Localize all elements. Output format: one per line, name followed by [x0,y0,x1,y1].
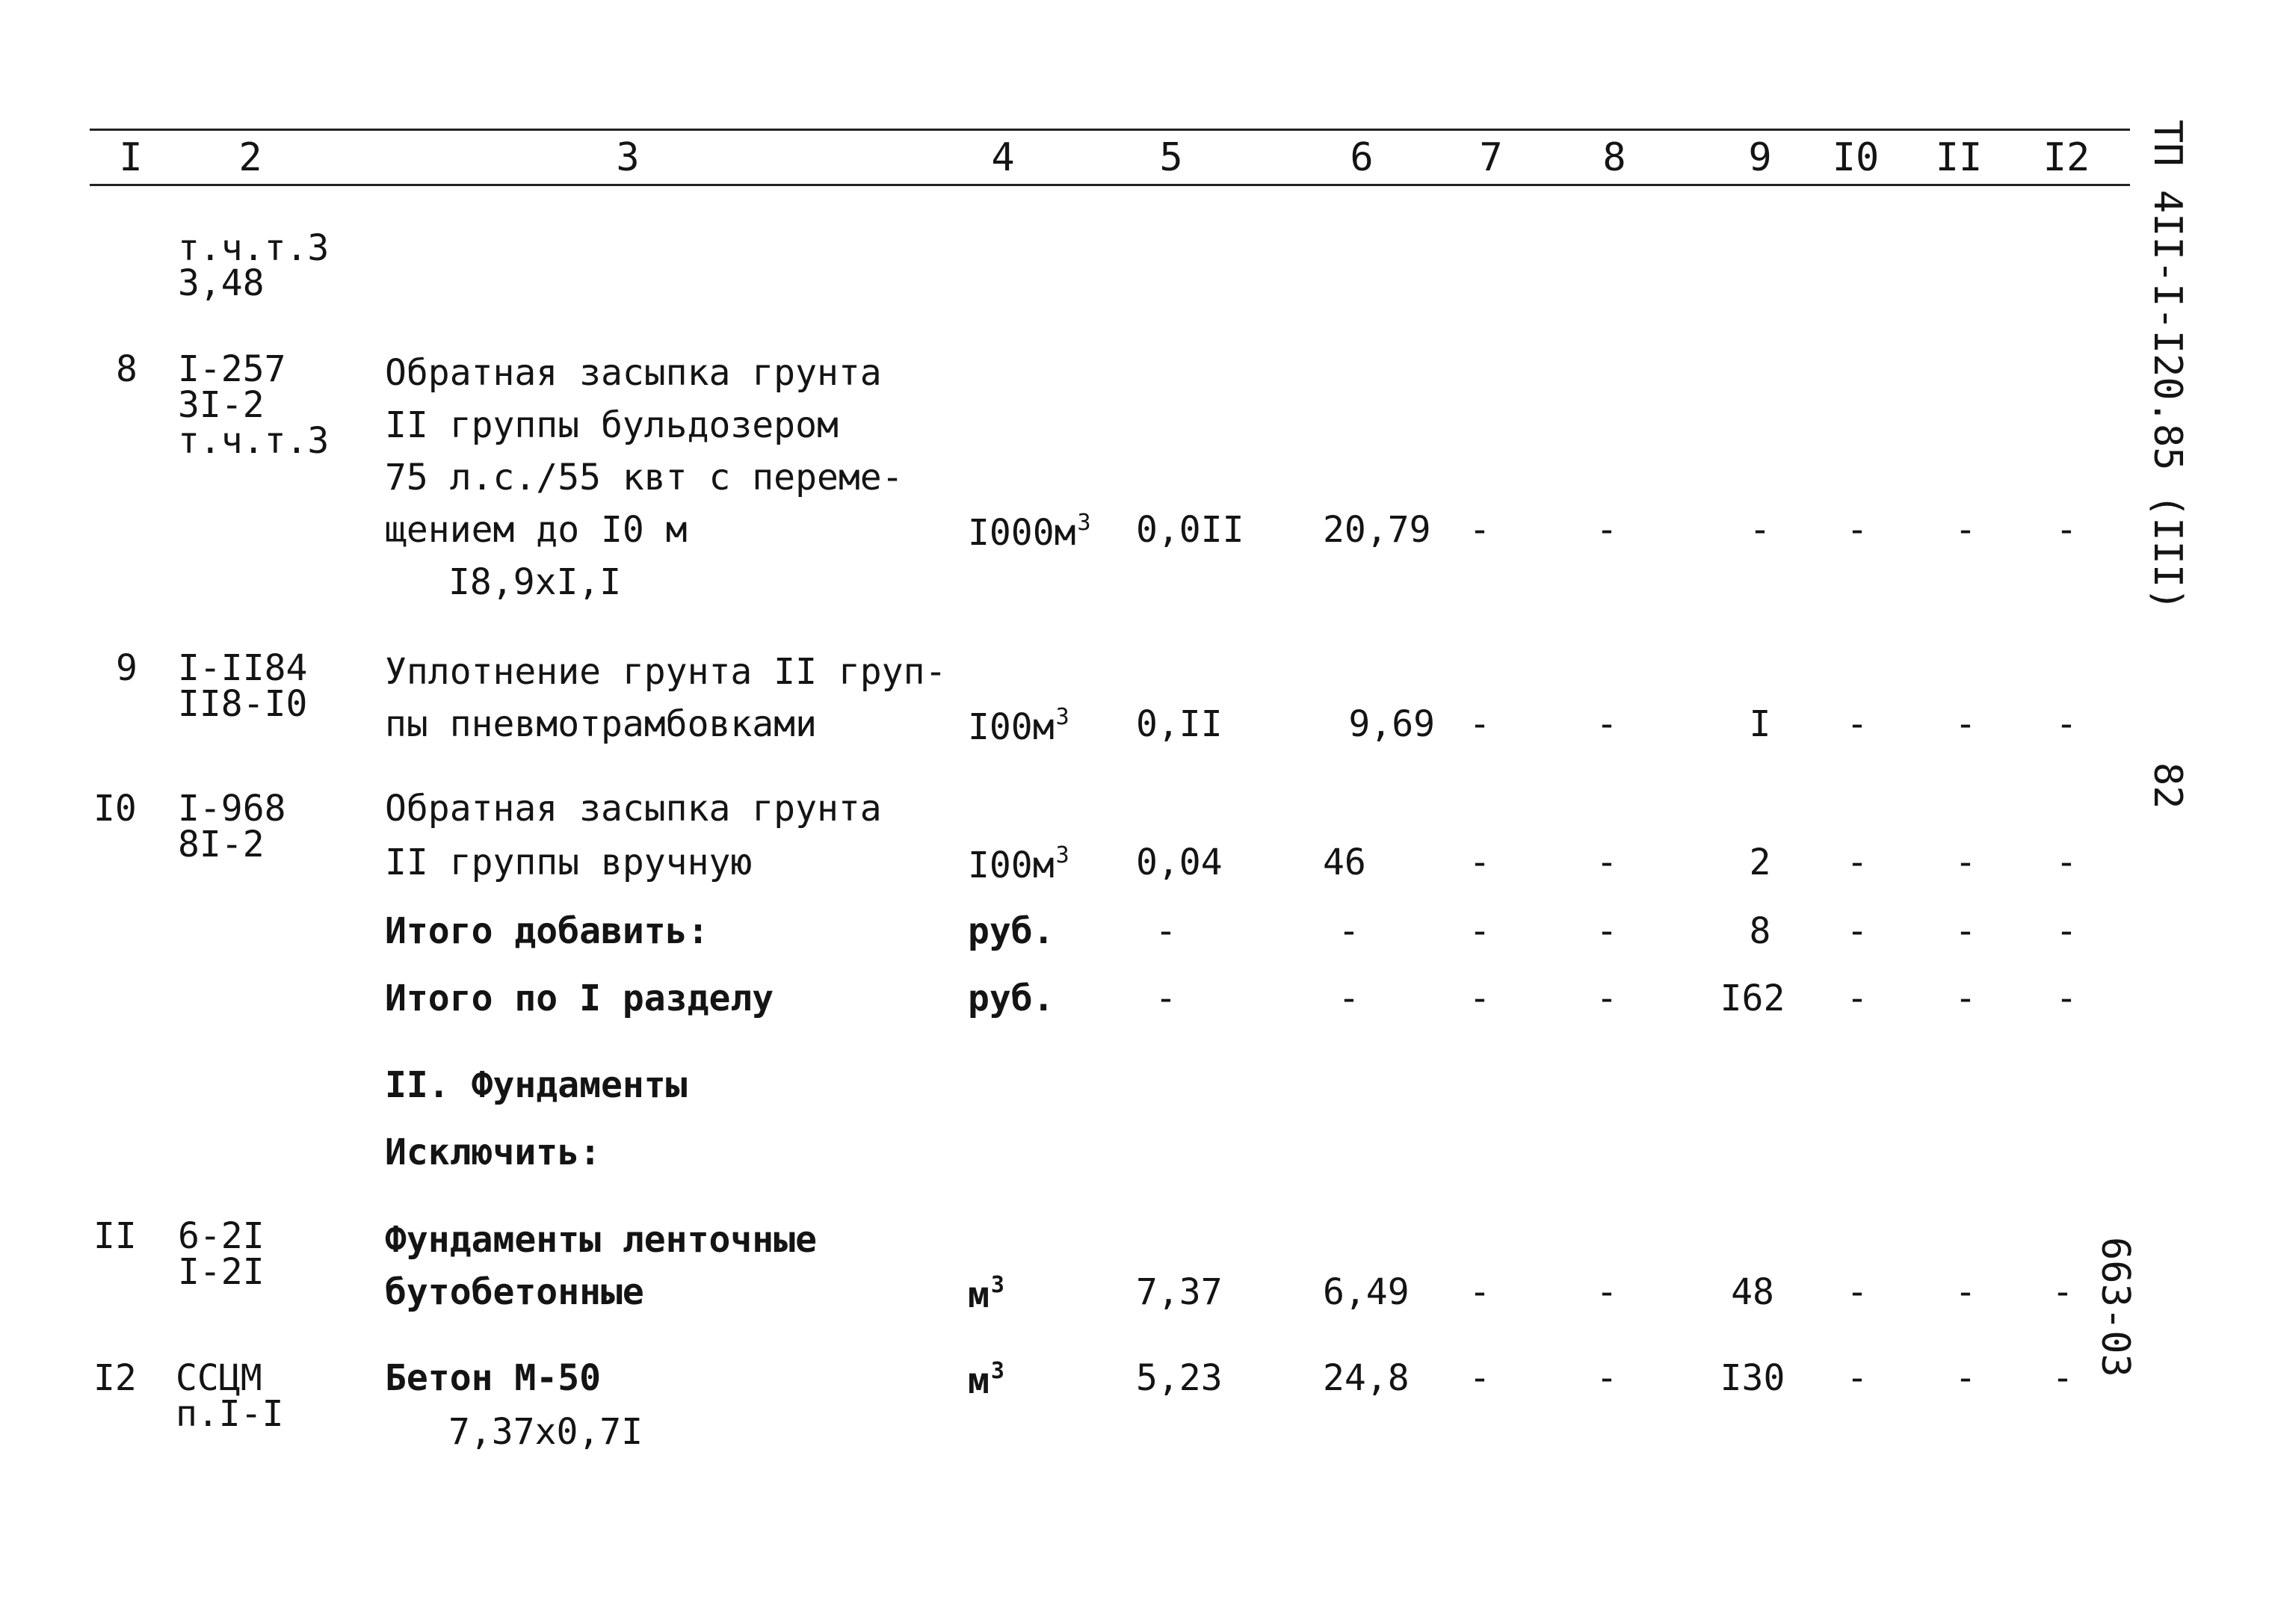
description-line: Бетон М-50 [385,1357,601,1399]
col12-value: - [2055,842,2078,883]
unit-exponent: 3 [990,1358,1004,1384]
col6-value: - [1338,910,1360,952]
basis-line: 8I-2 [178,824,265,865]
col8-value: - [1596,978,1618,1019]
unit [968,842,1069,886]
col9-value: 48 [1731,1271,1774,1313]
col7-value: - [1469,509,1491,551]
description-line: 75 л.с./55 квт с переме- [385,457,904,498]
margin-sheet-code: 663-03 [2093,1237,2137,1377]
col10-value: - [1846,703,1868,745]
description-line: Уплотнение грунта II груп- [385,651,947,693]
col5-value: - [1155,978,1177,1019]
col9-value: - [1749,509,1771,551]
col9-value: 8 [1749,910,1771,952]
header-col-5: 5 [1159,135,1183,180]
col5-value: 0,II [1136,703,1223,745]
description-line: Фундаменты ленточные [385,1219,817,1261]
col10-value: - [1846,978,1868,1019]
row-number: II [93,1215,137,1257]
total-unit: руб. [968,978,1055,1019]
col6-value: 24,8 [1323,1357,1410,1399]
formula: 7,37x0,7I [448,1411,643,1453]
header-bottom-rule [90,184,2130,186]
unit-exponent: 3 [1055,842,1069,868]
col9-value: 2 [1749,842,1771,883]
col8-value: - [1596,1357,1618,1399]
basis-line: I-II84 [178,647,308,689]
unit [968,1272,1004,1316]
header-col-10: I0 [1832,135,1880,180]
header-col-1: I [119,135,143,180]
col7-value: - [1469,978,1491,1019]
unit [968,1358,1004,1402]
col10-value: - [1846,509,1868,551]
col10-value: - [1846,910,1868,952]
col11-value: - [1954,1271,1977,1313]
col6-value: 9,69 [1348,703,1435,745]
col7-value: - [1469,842,1491,883]
basis-line: II8-I0 [178,683,308,725]
header-col-11: II [1935,135,1983,180]
col5-value: 5,23 [1136,1357,1223,1399]
continuation-line: 3,48 [178,262,265,304]
col6-value: 46 [1323,842,1366,883]
col8-value: - [1596,703,1618,745]
basis-line: п.I-I [176,1393,284,1435]
col8-value: - [1596,842,1618,883]
unit-text: I00м [968,706,1055,748]
col7-value: - [1469,1271,1491,1313]
col12-value: - [2052,1271,2074,1313]
col10-value: - [1846,842,1868,883]
col6-value: 6,49 [1323,1271,1410,1313]
row-number: 8 [116,348,138,390]
total-unit: руб. [968,910,1055,952]
margin-doc-code: ТП 4II-I-I20.85 (III) [2145,120,2190,611]
description-line: Обратная засыпка грунта [385,788,882,830]
section-title: II. Фундаменты [385,1064,688,1106]
description-line: щением до I0 м [385,509,688,551]
col5-value: - [1155,910,1177,952]
unit-exponent: 3 [1055,704,1069,730]
header-col-9: 9 [1748,135,1772,180]
col7-value: - [1469,703,1491,745]
header-col-4: 4 [991,135,1015,180]
col12-value: - [2055,910,2078,952]
description-line: II группы вручную [385,842,753,883]
basis-line: I-2I [178,1251,265,1293]
col6-value: - [1338,978,1360,1019]
total-label: Итого добавить: [385,910,709,952]
col8-value: - [1596,1271,1618,1313]
unit-text: м [968,1274,990,1316]
col12-value: - [2055,703,2078,745]
col5-value: 7,37 [1136,1271,1223,1313]
col10-value: - [1846,1357,1868,1399]
basis-line: I-968 [178,788,286,830]
header-top-rule [90,129,2130,131]
unit-text: I000м [968,512,1076,554]
row-number: 9 [116,647,138,689]
description-line: бутобетонные [385,1271,644,1313]
unit-text: м [968,1360,990,1402]
col12-value: - [2055,978,2078,1019]
col11-value: - [1954,842,1977,883]
col9-value: I30 [1720,1357,1785,1399]
basis-line: ССЦМ [176,1357,262,1399]
header-col-2: 2 [238,135,262,180]
row-number: I2 [93,1357,137,1399]
col12-value: - [2055,509,2078,551]
header-col-8: 8 [1602,135,1626,180]
col7-value: - [1469,1357,1491,1399]
header-col-6: 6 [1350,135,1374,180]
continuation-line: т.ч.т.3 [178,227,330,269]
unit-exponent: 3 [1077,510,1091,536]
col11-value: - [1954,509,1977,551]
description-line: пы пневмотрамбовками [385,703,817,745]
col10-value: - [1846,1271,1868,1313]
col12-value: - [2052,1357,2074,1399]
margin-page-number: 82 [2145,762,2190,809]
col9-value: I [1749,703,1771,745]
col11-value: - [1954,703,1977,745]
total-label: Итого по I разделу [385,978,774,1019]
header-col-3: 3 [616,135,640,180]
header-col-12: I2 [2043,135,2090,180]
col7-value: - [1469,910,1491,952]
basis-line: 3I-2 [178,384,265,426]
basis-line: I-257 [178,348,286,390]
col8-value: - [1596,910,1618,952]
col5-value: 0,04 [1136,842,1223,883]
col11-value: - [1954,910,1977,952]
description-line: Обратная засыпка грунта [385,352,882,394]
basis-line: т.ч.т.3 [178,420,330,462]
col11-value: - [1954,978,1977,1019]
col11-value: - [1954,1357,1977,1399]
row-number: I0 [93,788,137,830]
section-subtitle: Исключить: [385,1131,601,1173]
unit [968,704,1069,748]
col5-value: 0,0II [1136,509,1244,551]
description-line: II группы бульдозером [385,404,839,446]
col9-value: I62 [1720,978,1785,1019]
formula: I8,9xI,I [448,561,622,603]
unit-exponent: 3 [990,1272,1004,1298]
header-col-7: 7 [1479,135,1503,180]
col6-value: 20,79 [1323,509,1431,551]
basis-line: 6-2I [178,1215,265,1257]
unit-text: I00м [968,845,1055,886]
col8-value: - [1596,509,1618,551]
unit [968,510,1091,554]
